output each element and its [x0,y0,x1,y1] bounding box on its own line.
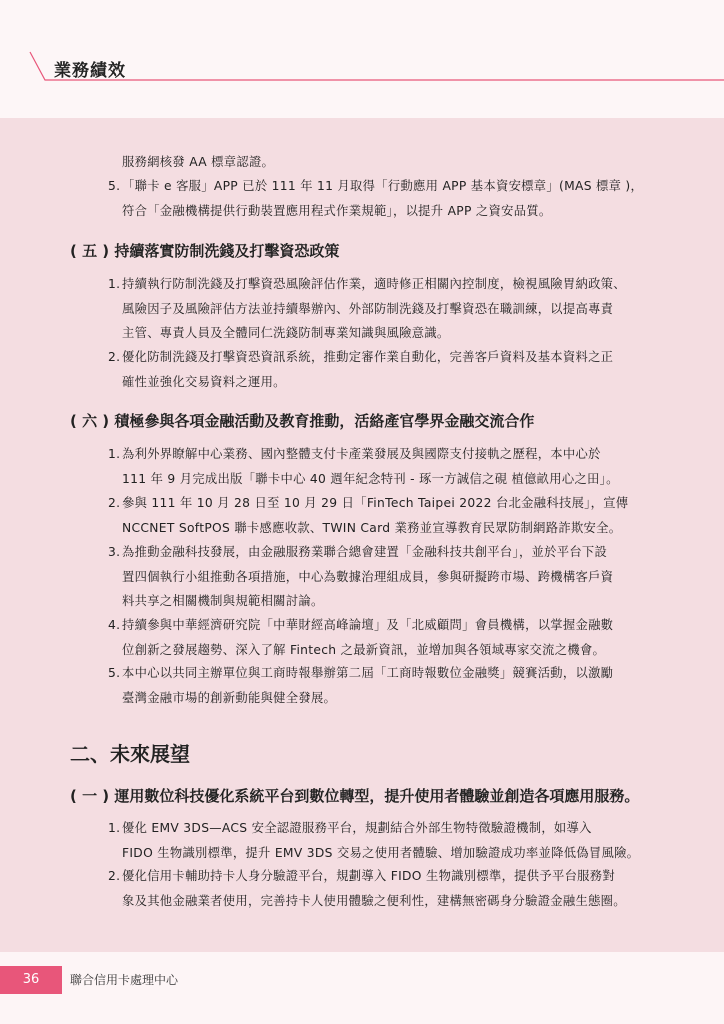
page-footer [0,952,724,1024]
list-item: 5. 「聯卡 e 客服」APP 已於 111 年 11 月取得「行動應用 APP 基本資安標章」(MAS 標章 )， 符合「金融機構提供行動裝置應用程式作業規範」，以提升 APP 之資安品質。 [108,179,644,218]
list-item: 5. 本中心以共同主辦單位與工商時報舉辦第二屆「工商時報數位金融獎」競賽活動，以激勵 臺灣金融市場的創新動能與健全發展。 [108,666,614,705]
list-item: 4. 持續參與中華經濟研究院「中華財經高峰論壇」及「北威顧問」會員機構，以掌握金融數 位創新之發展趨勢、深入了解 Fintech 之最新資訊，並增加與各領域專家交流之機會。 [108,618,614,657]
list-item: 2. 優化信用卡輔助持卡人身分驗證平台，規劃導入 FIDO 生物識別標準，提供予平台服務對 象及其他金融業者使用，完善持卡人使用體驗之便利性，建構無密碼身分驗證金融生態圈。 [108,869,626,908]
list-item: 1. 持續執行防制洗錢及打擊資恐風險評估作業，適時修正相關內控制度，檢視風險胃納政策、 風險因子及風險評估方法並持續舉辦內、外部防制洗錢及打擊資恐在職訓練，以提高專責 主管、專責人員及全體同仁洗錢防制專業知識與風險意識。 [108,277,626,340]
list-item: 1. 優化 EMV 3DS—ACS 安全認證服務平台，規劃結合外部生物特徵驗證機制，如導入 FIDO 生物識別標準，提升 EMV 3DS 交易之使用者體驗、增加驗證成功率並降低偽冒風險。 [108,821,640,860]
continuation-text: 服務網核發 AA 標章認證。 [122,155,275,169]
subsection-heading-5: ( 五 ) 持續落實防制洗錢及打擊資恐政策 [70,242,340,260]
section-title: 業務績效 [54,61,126,81]
footer-org-name: 聯合信用卡處理中心 [70,973,179,987]
list-item: 1. 為利外界瞭解中心業務、國內整體支付卡產業發展及與國際支付接軌之歷程，本中心於 111 年 9 月完成出版「聯卡中心 40 週年紀念特刊 - 琢一方誠信之硯 植億畝用心之田」。 [108,447,619,486]
list-item: 2. 參與 111 年 10 月 28 日至 10 月 29 日「FinTech Taipei 2022 台北金融科技展」，宣傳 NCCNET SoftPOS 聯卡感應收款、TWIN Card 業務並宣導教育民眾防制網路詐欺安全。 [108,496,629,535]
list-item: 2. 優化防制洗錢及打擊資恐資訊系統，推動定審作業自動化，完善客戶資料及基本資料之正 確性並強化交易資料之運用。 [108,350,614,389]
page-header [0,0,724,118]
list-item: 3. 為推動金融科技發展，由金融服務業聯合總會建置「金融科技共創平台」，並於平台下設 置四個執行小組推動各項措施，中心為數據治理組成員，參與研擬跨市場、跨機構客戶資 料共享之相關機制與規範相關討論。 [108,545,614,608]
subsection-heading-6: ( 六 ) 積極參與各項金融活動及教育推動，活絡產官學界金融交流合作 [70,412,535,430]
main-heading-future: 二、未來展望 [70,742,190,766]
subsection-heading-future-1: ( 一 ) 運用數位科技優化系統平台到數位轉型，提升使用者體驗並創造各項應用服務。 [70,787,640,805]
page-number: 36 [0,966,62,994]
